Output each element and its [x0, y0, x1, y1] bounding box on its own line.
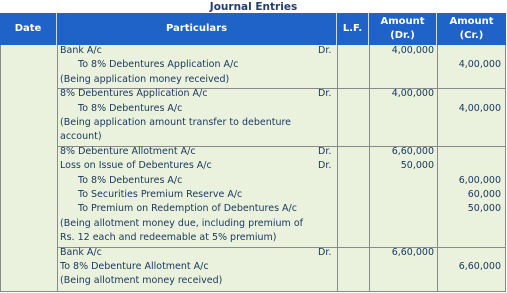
divider-date	[57, 45, 58, 292]
debit-marker: Dr.	[318, 160, 332, 172]
header-lf: L.F.	[337, 13, 369, 45]
divider-right	[505, 45, 506, 292]
header-particulars: Particulars	[57, 13, 337, 45]
credit-amount: 4,00,000	[458, 59, 501, 71]
entry-separator	[57, 247, 506, 248]
entry-particulars-text: account)	[60, 131, 102, 143]
entry-particulars-text: (Being allotment money due, including premium of	[60, 217, 303, 229]
entry-particulars-text: To 8% Debentures A/c	[78, 174, 183, 186]
entry-particulars-text: To Securities Premium Reserve A/c	[78, 189, 243, 200]
entry-particulars-text: To 8% Debentures Application A/c	[78, 59, 239, 71]
header-amount-dr	[369, 13, 437, 45]
debit-amount: 4,00,000	[391, 45, 434, 56]
debit-marker: Dr.	[318, 246, 332, 258]
credit-amount: 6,00,000	[458, 174, 501, 186]
debit-marker: Dr.	[318, 88, 332, 100]
header-amount-dr-line2: (Dr.)	[390, 30, 415, 41]
entry-particulars-text: 8% Debenture Allotment A/c	[60, 145, 196, 157]
header-date: Date	[0, 13, 57, 45]
debit-amount: 4,00,000	[391, 88, 434, 100]
entry-particulars-text: 8% Debentures Application A/c	[60, 88, 208, 100]
header-amount-cr	[437, 13, 506, 45]
debit-amount: 6,60,000	[391, 246, 434, 258]
entry-particulars-text: (Being application amount transfer to debenture	[60, 117, 292, 128]
entry-particulars-text: Rs. 12 each and redeemable at 5% premium)	[60, 232, 277, 244]
entry-particulars-text: To 8% Debentures A/c	[78, 102, 183, 114]
credit-amount: 50,000	[467, 203, 501, 215]
credit-amount: 4,00,000	[458, 102, 501, 114]
entry-particulars-text: To Premium on Redemption of Debentures A/c	[78, 203, 297, 215]
divider-particulars	[337, 45, 338, 292]
entry-particulars-text: To 8% Debenture Allotment A/c	[60, 261, 209, 272]
credit-amount: 6,60,000	[458, 261, 501, 272]
header-amount-cr-line1: Amount	[449, 16, 494, 27]
divider-amount	[437, 45, 438, 292]
credit-amount: 60,000	[467, 189, 501, 200]
header-amount-dr-line1: Amount	[380, 16, 425, 27]
debit-marker: Dr.	[318, 145, 332, 157]
debit-amount: 50,000	[400, 160, 434, 172]
entry-particulars-text: Bank A/c	[60, 246, 102, 258]
entry-particulars-text: (Being application money received)	[60, 73, 230, 85]
divider-lf	[369, 45, 370, 292]
entry-particulars-text: Loss on Issue of Debentures A/c	[60, 160, 212, 172]
entry-particulars-text: Bank A/c	[60, 45, 102, 56]
page-title: Journal Entries	[209, 1, 298, 13]
debit-amount: 6,60,000	[391, 145, 434, 157]
header-amount-cr-line2: (Cr.)	[459, 30, 484, 41]
debit-marker: Dr.	[318, 45, 332, 56]
entry-particulars-text: (Being allotment money received)	[60, 275, 223, 287]
